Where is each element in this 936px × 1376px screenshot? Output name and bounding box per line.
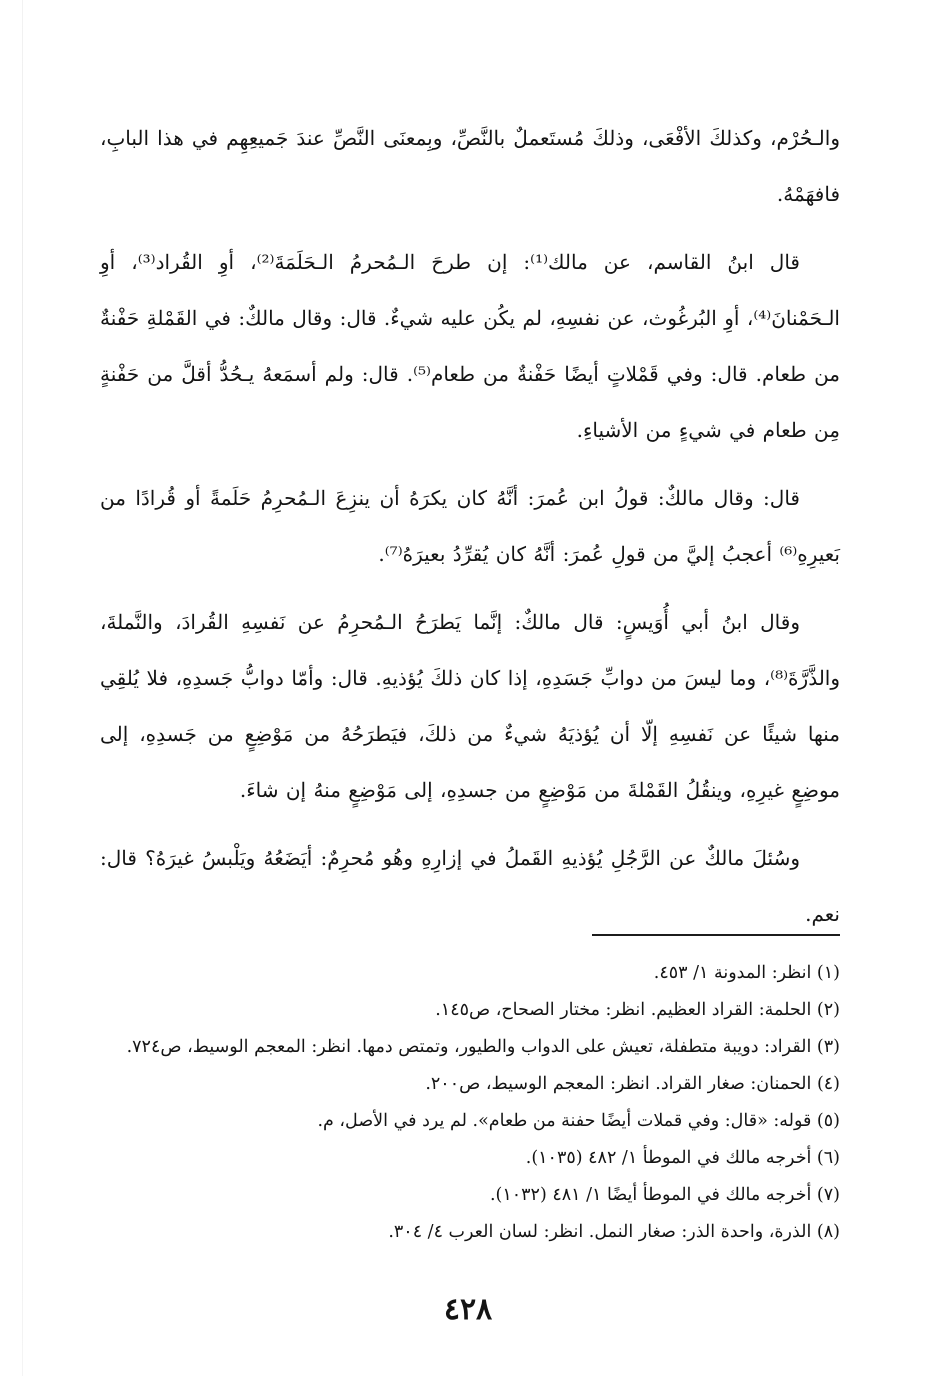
paragraph-ibn-al-qasim: قال ابنُ القاسم، عن مالك⁽¹⁾: إن طرحَ الـمُحرمُ الـحَلَمَةَ⁽²⁾، أوِ القُراد⁽³⁾، أوِ الـحَمْنانَ⁽⁴⁾، أوِ البُرغُوث، عن نفسِهِ، لم يكُن عليه شيءٌ. قال: وقال مالكٌ: في القَمْلةِ حَفْنةٌ من طعام. قال: وفي قَمْلاتٍ أيضًا حَفْنةٌ من طعام⁽⁵⁾. قال: ولم أسمَعهُ يـحُدُّ أقلَّ من حَفْنةٍ مِن طعام في شيءٍ من الأشياءِ. <box>100 250 841 442</box>
paragraph-continuation: والـحُرْم، وكذلكَ الأفْعَى، وذلكَ مُستَعملٌ بالنَّصِّ، وبِمعنَى النَّصِّ عندَ جَميعِهِم في هذا البابِ، فافهَمْهُ. <box>100 126 840 206</box>
footnote-2: (٢) الحلمة: القراد العظيم. انظر: مختار الصحاح، ص١٤٥. <box>435 1000 840 1020</box>
footnote-7: (٧) أخرجه مالك في الموطأ أيضًا ١/ ٤٨١ (١٠٣٢). <box>489 1185 840 1205</box>
paragraph-ibn-abi-uways: وقال ابنُ أبي أُوَيسٍ: قال مالكٌ: إنَّما يَطرَحُ الـمُحرِمُ عن نَفسِهِ القُرادَ، والنَّملةَ، والذَّرَّةَ⁽⁸⁾، وما ليسَ من دوابِّ جَسَدِهِ، إذا كان ذلكَ يُؤذيهِ. قال: وأمّا دوابُّ جَسدِهِ، فلا يُلقِي منها شيئًا عن نَفسِهِ إلّا أن يُؤذيَهُ شيءٌ من ذلكَ، فيَطرَحُهُ من مَوْضِعٍ من جَسدِهِ، إلى موضِعٍ غيرِهِ، وينقُلُ القَمْلةَ من مَوْضِعٍ من جسدِهِ، إلى مَوْضِعٍ منهُ إن شاءَ. <box>100 610 840 802</box>
footnotes <box>100 955 840 1251</box>
footnote-6: (٦) أخرجه مالك في الموطأ ١/ ٤٨٢ (١٠٣٥). <box>525 1148 840 1168</box>
footnote-1: (١) انظر: المدونة ١/ ٤٥٣. <box>653 963 840 983</box>
footnote-4: (٤) الحمنان: صغار القراد. انظر: المعجم الوسيط، ص٢٠٠. <box>425 1074 840 1094</box>
footnote-5: (٥) قوله: «قال: وفي قملات أيضًا حفنة من طعام». لم يرد في الأصل، م. <box>317 1111 840 1131</box>
footnote-8: (٨) الذرة، واحدة الذر: صغار النمل. انظر: لسان العرب ٤/ ٣٠٤. <box>388 1222 840 1242</box>
paragraph-ibn-umar: قال: وقال مالكٌ: قولُ ابن عُمرَ: أنَّهُ كان يكرَهُ أن ينزِعَ الـمُحرِمُ حَلَمةً أو قُرادًا من بَعيرِهِ⁽⁶⁾ أعجبُ إليَّ من قولِ عُمرَ: أنَّهُ كان يُقرِّدُ بعيرَهُ⁽⁷⁾. <box>100 486 840 566</box>
page-number: ٤٢٨ <box>443 1292 493 1327</box>
scan-edge-shadow <box>22 0 23 1376</box>
footnote-separator <box>592 934 840 936</box>
main-text <box>100 110 840 954</box>
paragraph-question-izar: وسُئلَ مالكٌ عن الرَّجُلِ يُؤذيهِ القَملُ في إزارِهِ وهُو مُحرِمٌ: أيَضَعُهُ ويَلْبسُ غيرَهُ؟ قال: نعم. <box>100 846 840 926</box>
footnote-3: (٣) القراد: دويبة متطفلة، تعيش على الدواب والطيور، وتمتص دمها. انظر: المعجم الوسيط، ص٧٢٤. <box>126 1037 840 1057</box>
